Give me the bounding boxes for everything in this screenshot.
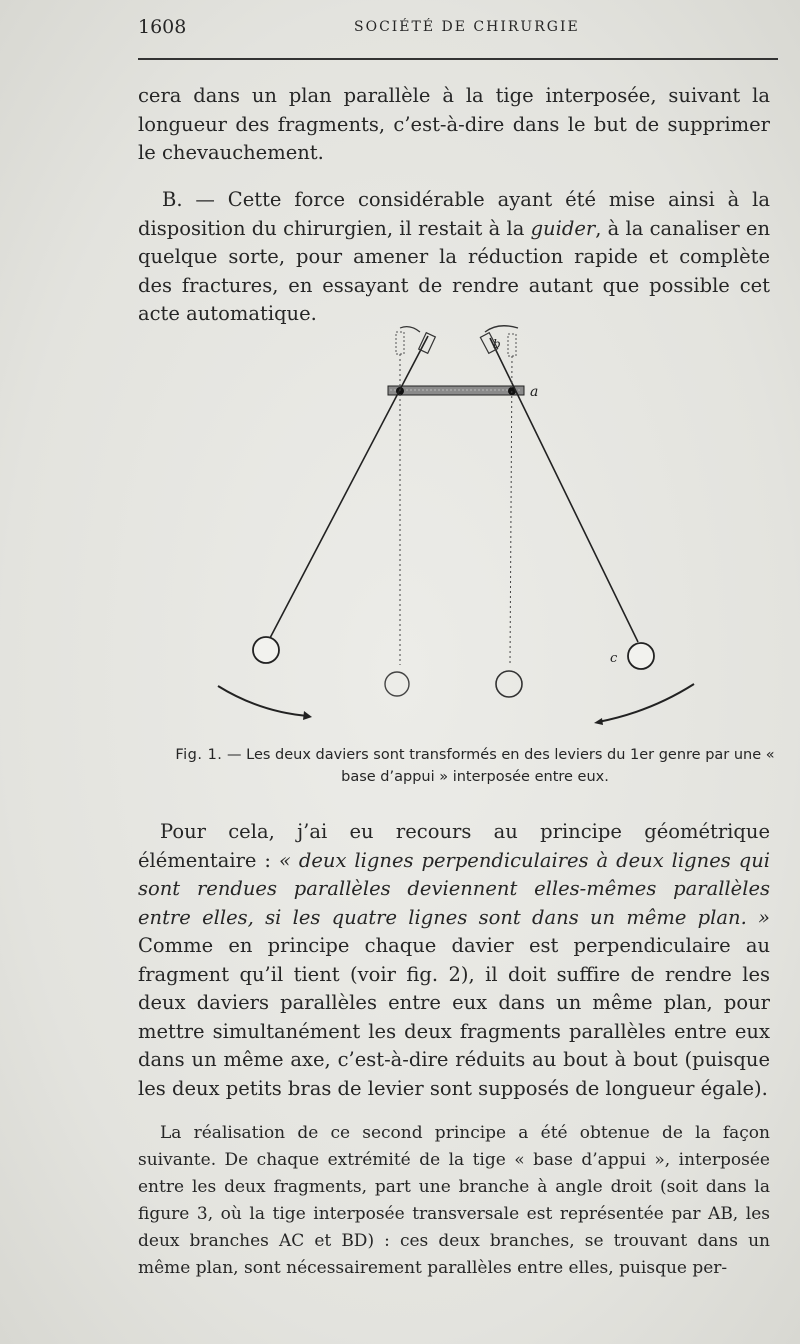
label-a: a xyxy=(530,384,539,400)
caption-label: Fig. 1. xyxy=(175,747,223,763)
paragraph-3-text-a: Pour cela, j’ai eu recours au principe géométrique élémentaire : xyxy=(138,820,770,872)
top-right-arrow xyxy=(485,326,518,332)
paragraph-3 xyxy=(138,818,770,1103)
paragraph-2-italic: guider xyxy=(530,216,596,240)
right-lever-handle xyxy=(628,643,654,669)
paragraph-3-italic: « deux lignes perpendiculaires à deux lignes qui sont rendues parallèles deviennent elles-mêmes parallèles entre elles, si les quatre lignes sont dans un même plan. » xyxy=(138,848,770,929)
page-header xyxy=(138,16,770,44)
bottom-left-arrow xyxy=(218,686,308,716)
bottom-left-arrowhead xyxy=(303,711,312,720)
bottom-right-arrowhead xyxy=(594,718,603,725)
paragraph-3-text-b: Comme en principe chaque davier est perpendiculaire au fragment qu’il tient (voir fig. 2), il doit suffire de rendre les deux daviers parallèles entre eux dans un même plan, pour mettre simultanément les deux fragments parallèles entre eux dans un même axe, c’est-à-dire réduits au bout à bout (puisque les deux petits bras de levier sont supposés de longueur égale). xyxy=(138,934,770,1100)
paragraph-2 xyxy=(138,186,770,329)
figure-1-svg xyxy=(200,320,720,730)
paragraph-1: cera dans un plan parallèle à la tige interposée, suivant la longueur des fragments, c’est-à-dire dans le but de supprimer le chevauchement. xyxy=(138,84,770,164)
right-vertical-handle xyxy=(496,671,522,697)
paragraph-2-text-a: B. — Cette force considérable ayant été mise ainsi à la disposition du chirurgien, il restait à la xyxy=(138,188,770,240)
left-lever-handle xyxy=(253,637,279,663)
figure-caption xyxy=(165,744,785,788)
left-vertical-tip xyxy=(396,332,404,354)
bottom-right-arrow xyxy=(598,684,694,722)
paragraph-4: La réalisation de ce second principe a été obtenue de la façon suivante. De chaque extrémité de la tige « base d’appui », interposée entre les deux fragments, part une branche à angle droit (soit dans la figure 3, où la tige interposée transversale est représentée par AB, les deux branches AC et BD) : ces deux branches, se trouvant dans un même plan, sont nécessairement parallèles entre elles, puisque per- xyxy=(138,1123,770,1278)
header-rule xyxy=(138,58,778,60)
caption-text: — Les deux daviers sont transformés en des leviers du 1er genre par une « base d’appui » interposée entre eux. xyxy=(222,747,775,785)
right-vertical-tip xyxy=(508,334,516,356)
label-c: c xyxy=(610,651,618,666)
figure-1-diagram xyxy=(200,320,720,730)
right-lever-vertical xyxy=(510,356,512,665)
left-lever-tip xyxy=(419,333,436,354)
left-lever-inclined xyxy=(270,336,428,638)
top-left-arrow xyxy=(400,327,420,332)
left-vertical-handle xyxy=(385,672,409,696)
running-head: SOCIÉTÉ DE CHIRURGIE xyxy=(354,19,580,35)
paragraph-2-text-b: , à la canaliser en quelque sorte, pour amener la réduction rapide et complète des fractures, en essayant de rendre autant que possible cet acte automatique. xyxy=(138,216,771,325)
label-b: b xyxy=(493,337,501,351)
right-lever-inclined xyxy=(490,338,638,642)
page-number: 1608 xyxy=(138,16,187,38)
